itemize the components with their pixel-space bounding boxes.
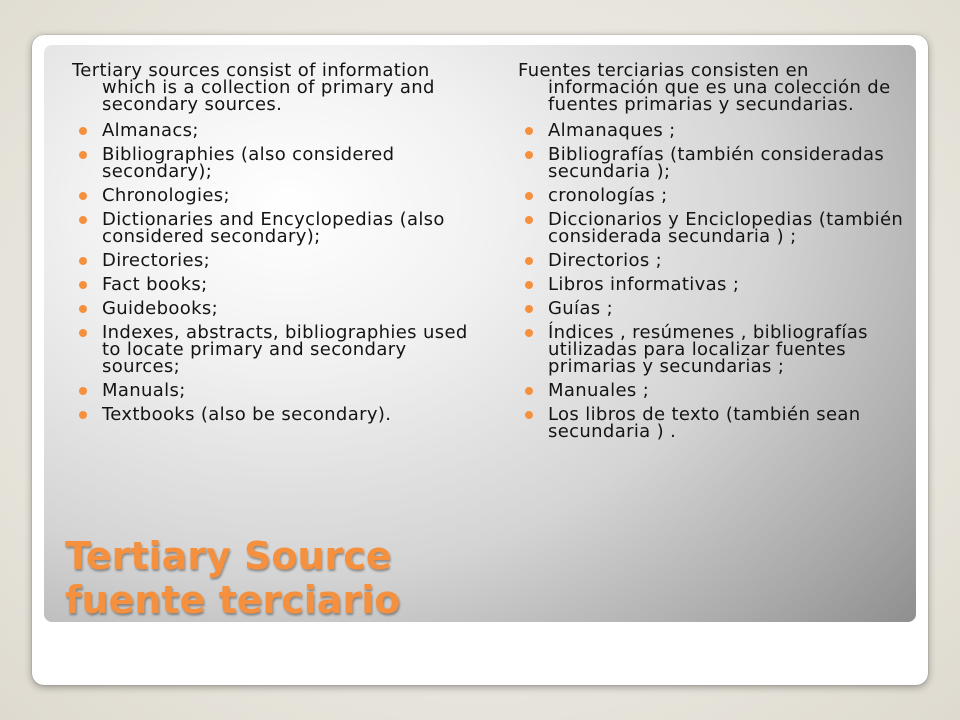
- bullet-icon: [79, 127, 87, 135]
- bullet-icon: [525, 281, 533, 289]
- bullet-icon: [525, 151, 533, 159]
- english-list: [72, 122, 482, 423]
- list-item-text: Directorios ;: [548, 250, 663, 271]
- list-item: [72, 276, 482, 293]
- list-item: [518, 122, 908, 139]
- list-item-text: cronologías ;: [548, 185, 668, 206]
- bullet-icon: [525, 387, 533, 395]
- bullet-icon: [79, 387, 87, 395]
- list-item-text: Bibliographies (also considered secondary);: [102, 144, 395, 182]
- list-item-text: Bibliografías (también consideradas secundaria );: [548, 144, 885, 182]
- list-item-text: Textbooks (also be secondary).: [102, 404, 392, 425]
- list-item: [518, 252, 908, 269]
- slide-title-line-1: Tertiary Source: [65, 534, 392, 578]
- list-item-text: Chronologies;: [102, 185, 230, 206]
- spanish-column: [518, 62, 908, 447]
- list-item: [518, 146, 908, 180]
- list-item-text: Índices , resúmenes , bibliografías utilizadas para localizar fuentes primarias y secundarias ;: [548, 322, 868, 377]
- bullet-icon: [525, 192, 533, 200]
- bullet-icon: [525, 411, 533, 419]
- slide-title: [65, 534, 525, 622]
- bullet-icon: [79, 192, 87, 200]
- list-item-text: Dictionaries and Encyclopedias (also considered secondary);: [102, 209, 445, 247]
- list-item: [72, 122, 482, 139]
- list-item-text: Diccionarios y Enciclopedias (también considerada secundaria ) ;: [548, 209, 904, 247]
- spanish-intro: Fuentes terciarias consisten en información que es una colección de fuentes primarias y secundarias.: [518, 60, 891, 115]
- spanish-list: [518, 122, 908, 440]
- bullet-icon: [79, 216, 87, 224]
- list-item: [518, 300, 908, 317]
- list-item-text: Los libros de texto (también sean secundaria ) .: [548, 404, 861, 442]
- list-item-text: Almanaques ;: [548, 120, 676, 141]
- bullet-icon: [525, 257, 533, 265]
- bullet-icon: [525, 305, 533, 313]
- english-column: [72, 62, 482, 430]
- list-item: [72, 406, 482, 423]
- list-item: [518, 382, 908, 399]
- list-item-text: Guidebooks;: [102, 298, 219, 319]
- bullet-icon: [525, 329, 533, 337]
- slide-title-line-2: fuente terciario: [65, 578, 401, 622]
- bullet-icon: [525, 216, 533, 224]
- list-item: [72, 382, 482, 399]
- list-item: [518, 211, 908, 245]
- bullet-icon: [79, 305, 87, 313]
- bullet-icon: [79, 411, 87, 419]
- list-item-text: Fact books;: [102, 274, 208, 295]
- list-item: [72, 252, 482, 269]
- list-item-text: Almanacs;: [102, 120, 199, 141]
- list-item: [72, 300, 482, 317]
- list-item: [518, 276, 908, 293]
- english-intro: Tertiary sources consist of information which is a collection of primary and secondary sources.: [72, 60, 435, 115]
- list-item: [72, 324, 482, 375]
- bullet-icon: [79, 281, 87, 289]
- list-item-text: Indexes, abstracts, bibliographies used to locate primary and secondary sources;: [102, 322, 468, 377]
- list-item-text: Manuals;: [102, 380, 186, 401]
- list-item-text: Libros informativas ;: [548, 274, 740, 295]
- list-item: [72, 146, 482, 180]
- bullet-icon: [79, 257, 87, 265]
- list-item: [72, 187, 482, 204]
- list-item: [518, 187, 908, 204]
- list-item: [72, 211, 482, 245]
- bullet-icon: [79, 329, 87, 337]
- bullet-icon: [525, 127, 533, 135]
- list-item: [518, 406, 908, 440]
- list-item: [518, 324, 908, 375]
- list-item-text: Directories;: [102, 250, 211, 271]
- list-item-text: Manuales ;: [548, 380, 650, 401]
- bullet-icon: [79, 151, 87, 159]
- list-item-text: Guías ;: [548, 298, 614, 319]
